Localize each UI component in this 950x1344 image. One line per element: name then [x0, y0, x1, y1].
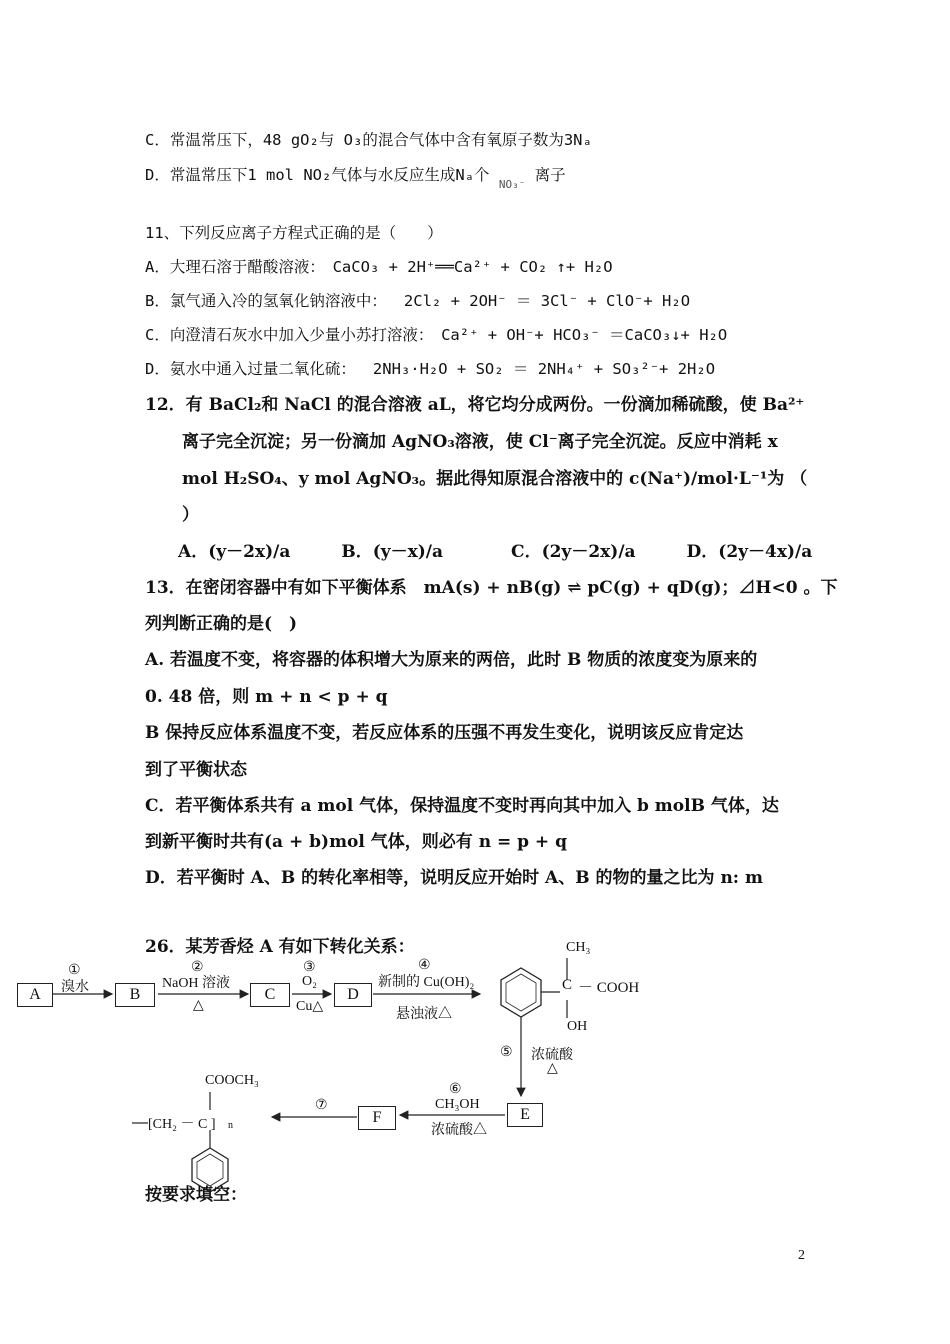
polymer-cooch3: COOCH₃ [205, 1073, 259, 1088]
q10-option-c: C．常温常压下，48 gO₂与 O₃的混合气体中含有氧原子数为3Nₐ [145, 131, 592, 149]
page-number: 2 [798, 1248, 805, 1263]
q12-line-2: 离子完全沉淀；另一份滴加 AgNO₃溶液，使 Cl⁻离子完全沉淀。反应中消耗 x [182, 432, 778, 452]
q11-option-d: D．氨水中通入过量二氧化硫： 2NH₃·H₂O + SO₂ ＝ 2NH₄⁺ + SO₃²⁻+ 2H₂O [145, 360, 716, 378]
compound-box-a: A [17, 983, 53, 1007]
step-3-reagent: O₂ [302, 974, 317, 989]
compound-box-f: F [358, 1106, 396, 1130]
q13-option-b-1: B 保持反应体系温度不变，若反应体系的压强不再发生变化，说明该反应肯定达 [145, 723, 744, 743]
step-5-number: ⑤ [500, 1045, 513, 1060]
reaction-scheme-lines [0, 930, 950, 1220]
step-5-condition: △ [547, 1061, 558, 1076]
q13-line-2: 列判断正确的是( ) [145, 614, 298, 634]
q11-option-a: A．大理石溶于醋酸溶液： CaCO₃ + 2H⁺══Ca²⁺ + CO₂ ↑+ H₂O [145, 258, 613, 276]
compound-box-e: E [507, 1103, 543, 1127]
compound-box-c: C [250, 983, 290, 1007]
step-3-condition: Cu△ [296, 999, 324, 1014]
step-2-condition: △ [193, 998, 204, 1013]
step-4-number: ④ [418, 958, 431, 973]
step-6-reagent: CH₃OH [435, 1097, 480, 1112]
q13-option-d: D．若平衡时 A、B 的转化率相等，说明反应开始时 A、B 的物的量之比为 n: m [145, 868, 763, 888]
step-7-number: ⑦ [315, 1098, 328, 1113]
step-5-reagent: 浓硫酸 [531, 1048, 573, 1063]
nitrate-ion: NO₃⁻ [498, 178, 526, 191]
step-1-reagent: 溴水 [61, 980, 89, 995]
step-3-number: ③ [303, 960, 316, 975]
q10-option-d [145, 163, 566, 189]
step-2-reagent: NaOH 溶液 [162, 976, 231, 991]
step-6-condition: 浓硫酸△ [431, 1123, 487, 1138]
q11-option-b: B．氯气通入冷的氢氧化钠溶液中： 2Cl₂ + 2OH⁻ ＝ 3Cl⁻ + ClO⁻+ H₂O [145, 292, 691, 310]
compound-box-d: D [334, 983, 372, 1007]
q13-line-1: 13．在密闭容器中有如下平衡体系 mA(s) + nB(g) ⇌ pC(g) + qD(g)；⊿H<0 。下 [145, 578, 838, 598]
polymer-chain: [CH₂ － C ] [148, 1117, 216, 1132]
product-carbon: C [562, 977, 573, 993]
q10-option-d-main: D．常温常压下1 mol NO₂气体与水反应生成Nₐ个 [145, 166, 490, 184]
q13-option-a-1: A. 若温度不变，将容器的体积增大为原来的两倍，此时 B 物质的浓度变为原来的 [145, 650, 758, 670]
step-4-reagent: 新制的 Cu(OH)₂ [378, 975, 475, 990]
step-2-number: ② [191, 960, 204, 975]
benzene-ring-product [501, 968, 541, 1017]
q13-option-c-2: 到新平衡时共有(a + b)mol 气体，则必有 n = p + q [145, 832, 567, 852]
q26-stem: 26．某芳香烃 A 有如下转化关系： [145, 937, 415, 957]
q12-line-4: ） [182, 505, 199, 525]
q12-line-3: mol H₂SO₄、y mol AgNO₃。据此得知原混合溶液中的 c(Na⁺)/mol·L⁻¹为 （ [182, 469, 808, 489]
q12-line-1: 12．有 BaCl₂和 NaCl 的混合溶液 aL，将它均分成两份。一份滴加稀硫酸，使 Ba²⁺ [145, 395, 805, 415]
q12-options: A．(y－2x)/a B．(y－x)/a C．(2y－2x)/a D．(2y－4x)/a [178, 542, 813, 562]
compound-box-b: B [115, 983, 155, 1007]
polymer-n: n [228, 1120, 233, 1131]
product-oh: OH [567, 1019, 588, 1034]
step-1-number: ① [68, 963, 81, 978]
q13-option-a-2: 0. 48 倍，则 m + n < p + q [145, 687, 388, 707]
q11-stem: 11、下列反应离子方程式正确的是（ ） [145, 224, 443, 242]
step-4-condition: 悬浊液△ [396, 1007, 452, 1022]
q11-option-c: C．向澄清石灰水中加入少量小苏打溶液： Ca²⁺ + OH⁻+ HCO₃⁻ ＝CaCO₃↓+ H₂O [145, 326, 728, 344]
product-cooh: － COOH [578, 980, 640, 996]
fill-prompt: 按要求填空： [145, 1185, 247, 1205]
step-6-number: ⑥ [449, 1082, 462, 1097]
q13-option-b-2: 到了平衡状态 [145, 760, 247, 780]
product-ch3: CH₃ [566, 940, 591, 955]
q13-option-c-1: C．若平衡体系共有 a mol 气体，保持温度不变时再向其中加入 b molB 气体，达 [145, 796, 779, 816]
q10-option-d-tail: 离子 [534, 166, 566, 184]
